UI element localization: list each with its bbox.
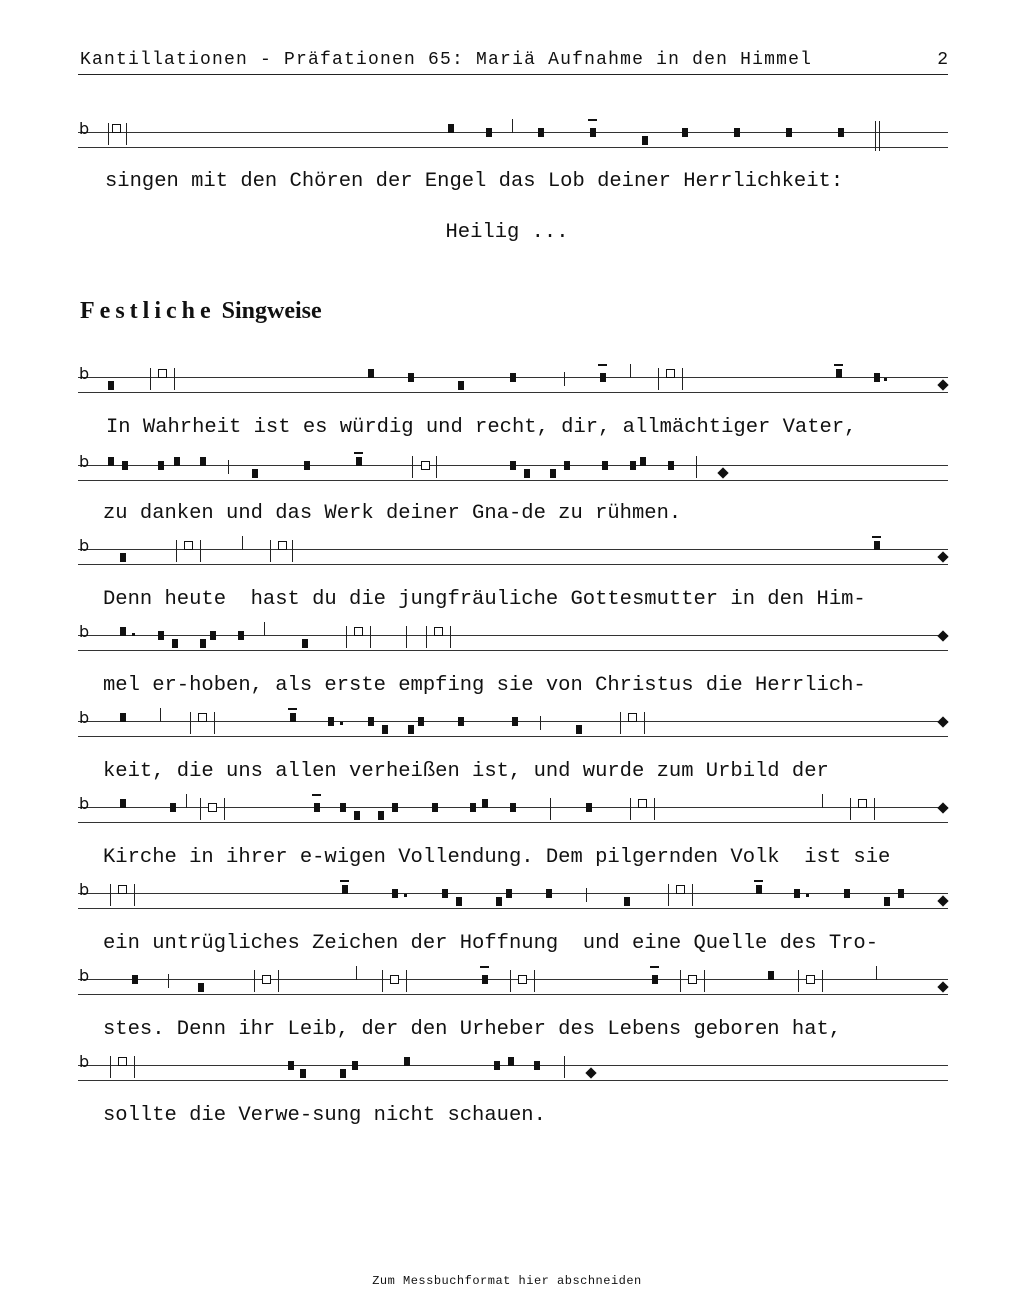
note xyxy=(586,803,592,812)
reciting-note xyxy=(688,975,697,984)
clef-glyph: b xyxy=(79,1052,90,1071)
tick-mark xyxy=(822,794,823,808)
bar-line xyxy=(346,626,347,648)
final-note xyxy=(937,630,948,641)
cut-guide-note: Zum Messbuchformat hier abschneiden xyxy=(372,1274,642,1288)
page-title: Kantillationen - Präfationen 65: Mariä Aufnahme in den Himmel xyxy=(80,50,813,70)
bar-line xyxy=(292,540,293,562)
dot-mark xyxy=(132,633,135,636)
note xyxy=(404,1057,410,1066)
staff-line xyxy=(78,736,948,737)
note xyxy=(496,897,502,906)
reciting-note xyxy=(158,369,167,378)
staff-line xyxy=(78,392,948,393)
tick-mark xyxy=(630,364,631,378)
note xyxy=(624,897,630,906)
bar-line xyxy=(426,626,427,648)
bar-line xyxy=(654,798,655,820)
note xyxy=(432,803,438,812)
bar-line xyxy=(150,368,151,390)
tick-mark xyxy=(160,708,161,722)
clef-glyph: b xyxy=(79,452,90,471)
lyric-line: sollte die Verwe-sung nicht schauen. xyxy=(103,1104,546,1127)
note xyxy=(210,631,216,640)
staff-line xyxy=(78,1080,948,1081)
bar-line xyxy=(110,884,111,906)
bar-line xyxy=(822,970,823,992)
bar-line xyxy=(382,970,383,992)
note xyxy=(456,897,462,906)
tick-mark xyxy=(586,888,587,902)
bar-line xyxy=(200,540,201,562)
note xyxy=(158,631,164,640)
tick-mark xyxy=(228,460,229,474)
reciting-note xyxy=(858,799,867,808)
note xyxy=(642,136,648,145)
reciting-note xyxy=(434,627,443,636)
note xyxy=(838,128,844,137)
staff-line xyxy=(78,908,948,909)
episema xyxy=(480,966,489,968)
bar-line xyxy=(630,798,631,820)
bar-line xyxy=(176,540,177,562)
note xyxy=(342,885,348,894)
note xyxy=(354,811,360,820)
note xyxy=(546,889,552,898)
tick-mark xyxy=(168,974,169,988)
note xyxy=(510,373,516,382)
note xyxy=(844,889,850,898)
bar-line xyxy=(658,368,659,390)
note xyxy=(600,373,606,382)
note xyxy=(482,799,488,808)
sanctus-cue: Heilig ... xyxy=(445,221,569,244)
episema xyxy=(872,536,881,538)
clef-glyph: b xyxy=(79,880,90,899)
bar-line xyxy=(406,626,407,648)
staff-line xyxy=(78,650,948,651)
bar-line xyxy=(850,798,851,820)
episema xyxy=(834,364,843,366)
note xyxy=(290,713,296,722)
dot-mark xyxy=(340,722,343,725)
reciting-note xyxy=(676,885,685,894)
note xyxy=(640,457,646,466)
note xyxy=(158,461,164,470)
note xyxy=(120,553,126,562)
bar-line xyxy=(620,712,621,734)
note xyxy=(368,369,374,378)
final-note xyxy=(937,981,948,992)
lyric-line: Denn heute hast du die jungfräuliche Gottesmutter in den Him- xyxy=(103,588,866,611)
note xyxy=(448,124,454,133)
bar-line xyxy=(644,712,645,734)
note xyxy=(304,461,310,470)
note xyxy=(538,128,544,137)
note xyxy=(170,803,176,812)
clef-glyph: b xyxy=(79,794,90,813)
reciting-note xyxy=(198,713,207,722)
episema xyxy=(754,880,763,882)
note xyxy=(198,983,204,992)
final-note xyxy=(937,802,948,813)
bar-line xyxy=(550,798,551,820)
bar-line xyxy=(370,626,371,648)
staff-line xyxy=(78,635,948,636)
note xyxy=(340,803,346,812)
bar-line xyxy=(510,970,511,992)
bar-line xyxy=(110,1056,111,1078)
note xyxy=(172,639,178,648)
dot-mark xyxy=(806,894,809,897)
tick-mark xyxy=(564,372,565,386)
note xyxy=(682,128,688,137)
note xyxy=(238,631,244,640)
note xyxy=(564,461,570,470)
note xyxy=(884,897,890,906)
bar-line xyxy=(278,970,279,992)
staff-line xyxy=(78,822,948,823)
note xyxy=(550,469,556,478)
bar-line xyxy=(108,123,109,145)
note xyxy=(510,803,516,812)
lyric-line: ein untrügliches Zeichen der Hoffnung und eine Quelle des Tro- xyxy=(103,932,879,955)
staff-line xyxy=(78,994,948,995)
clef-glyph: b xyxy=(79,119,90,138)
note xyxy=(382,725,388,734)
clef-glyph: b xyxy=(79,966,90,985)
note xyxy=(108,381,114,390)
double-bar xyxy=(875,121,880,151)
bar-line xyxy=(270,540,271,562)
bar-line xyxy=(798,970,799,992)
staff-line xyxy=(78,549,948,550)
reciting-note xyxy=(118,1057,127,1066)
note xyxy=(408,725,414,734)
note xyxy=(120,713,126,722)
bar-line xyxy=(450,626,451,648)
reciting-note xyxy=(666,369,675,378)
note xyxy=(418,717,424,726)
final-note xyxy=(717,467,728,478)
note xyxy=(132,975,138,984)
bar-line xyxy=(682,368,683,390)
reciting-note xyxy=(518,975,527,984)
reciting-note xyxy=(112,124,121,133)
tick-mark xyxy=(356,966,357,980)
note xyxy=(392,803,398,812)
bar-line xyxy=(134,884,135,906)
bar-line xyxy=(214,712,215,734)
lyric-line: singen mit den Chören der Engel das Lob deiner Herrlichkeit: xyxy=(105,170,844,193)
tick-mark xyxy=(264,622,265,636)
note xyxy=(200,457,206,466)
staff xyxy=(78,1052,948,1088)
reciting-note xyxy=(806,975,815,984)
note xyxy=(486,128,492,137)
staff-line xyxy=(78,979,948,980)
note xyxy=(442,889,448,898)
clef-glyph: b xyxy=(79,708,90,727)
lyric-line: keit, die uns allen verheißen ist, und wurde zum Urbild der xyxy=(103,760,829,783)
note xyxy=(512,717,518,726)
note xyxy=(734,128,740,137)
note xyxy=(836,369,842,378)
note xyxy=(120,627,126,636)
bar-line xyxy=(134,1056,135,1078)
reciting-note xyxy=(278,541,287,550)
note xyxy=(314,803,320,812)
bar-line xyxy=(406,970,407,992)
note xyxy=(328,717,334,726)
bar-line xyxy=(704,970,705,992)
lyric-line: mel er-hoben, als erste empfing sie von Christus die Herrlich- xyxy=(103,674,866,697)
lyric-line: In Wahrheit ist es würdig und recht, dir, allmächtiger Vater, xyxy=(106,416,857,439)
note xyxy=(458,381,464,390)
staff xyxy=(78,708,948,744)
bar-line xyxy=(126,123,127,145)
lyric-line: stes. Denn ihr Leib, der den Urheber des Lebens geboren hat, xyxy=(103,1018,842,1041)
tick-mark xyxy=(186,794,187,808)
staff xyxy=(78,364,948,400)
lyric-line: zu danken und das Werk deiner Gna-de zu rühmen. xyxy=(103,502,682,525)
note xyxy=(352,1061,358,1070)
staff-line xyxy=(78,147,948,148)
dot-mark xyxy=(884,378,887,381)
note xyxy=(120,799,126,808)
bar-line xyxy=(200,798,201,820)
bar-line xyxy=(534,970,535,992)
note xyxy=(602,461,608,470)
clef-glyph: b xyxy=(79,622,90,641)
bar-line xyxy=(692,884,693,906)
episema xyxy=(340,880,349,882)
tick-mark xyxy=(242,536,243,550)
tick-mark xyxy=(512,119,513,133)
episema xyxy=(650,966,659,968)
clef-glyph: b xyxy=(79,536,90,555)
note xyxy=(470,803,476,812)
staff xyxy=(78,119,948,155)
staff xyxy=(78,536,948,572)
note xyxy=(174,457,180,466)
page-header xyxy=(78,48,948,75)
note xyxy=(794,889,800,898)
bar-line xyxy=(412,456,413,478)
note xyxy=(288,1061,294,1070)
staff-line xyxy=(78,564,948,565)
note xyxy=(122,461,128,470)
staff xyxy=(78,966,948,1002)
bar-line xyxy=(224,798,225,820)
section-title-rest: Singweise xyxy=(221,298,322,324)
tick-mark xyxy=(540,716,541,730)
note xyxy=(340,1069,346,1078)
note xyxy=(408,373,414,382)
reciting-note xyxy=(184,541,193,550)
reciting-note xyxy=(262,975,271,984)
note xyxy=(378,811,384,820)
final-note xyxy=(937,551,948,562)
tick-mark xyxy=(876,966,877,980)
final-note xyxy=(937,379,948,390)
staff xyxy=(78,622,948,658)
reciting-note xyxy=(208,803,217,812)
note xyxy=(458,717,464,726)
note xyxy=(510,461,516,470)
note xyxy=(368,717,374,726)
note xyxy=(302,639,308,648)
episema xyxy=(312,794,321,796)
note xyxy=(630,461,636,470)
final-note xyxy=(585,1067,596,1078)
note xyxy=(786,128,792,137)
note xyxy=(108,457,114,466)
staff xyxy=(78,880,948,916)
note xyxy=(534,1061,540,1070)
note xyxy=(392,889,398,898)
bar-line xyxy=(174,368,175,390)
episema xyxy=(354,452,363,454)
note xyxy=(252,469,258,478)
note xyxy=(768,971,774,980)
note xyxy=(668,461,674,470)
note xyxy=(576,725,582,734)
note xyxy=(874,541,880,550)
reciting-note xyxy=(638,799,647,808)
bar-line xyxy=(680,970,681,992)
note xyxy=(356,457,362,466)
bar-line xyxy=(696,456,697,478)
note xyxy=(200,639,206,648)
lyric-line: Kirche in ihrer e-wigen Vollendung. Dem pilgernden Volk ist sie xyxy=(103,846,891,869)
episema xyxy=(288,708,297,710)
note xyxy=(508,1057,514,1066)
note xyxy=(524,469,530,478)
note xyxy=(898,889,904,898)
reciting-note xyxy=(118,885,127,894)
note xyxy=(590,128,596,137)
reciting-note xyxy=(354,627,363,636)
section-title xyxy=(80,298,322,325)
reciting-note xyxy=(390,975,399,984)
bar-line xyxy=(190,712,191,734)
staff-line xyxy=(78,480,948,481)
note xyxy=(300,1069,306,1078)
episema xyxy=(598,364,607,366)
bar-line xyxy=(874,798,875,820)
note xyxy=(482,975,488,984)
final-note xyxy=(937,716,948,727)
final-note xyxy=(937,895,948,906)
bar-line xyxy=(254,970,255,992)
clef-glyph: b xyxy=(79,364,90,383)
reciting-note xyxy=(421,461,430,470)
staff xyxy=(78,794,948,830)
section-title-spaced: Festliche xyxy=(80,298,216,324)
dot-mark xyxy=(404,894,407,897)
bar-line xyxy=(436,456,437,478)
reciting-note xyxy=(628,713,637,722)
staff xyxy=(78,452,948,488)
episema xyxy=(588,119,597,121)
note xyxy=(756,885,762,894)
note xyxy=(506,889,512,898)
note xyxy=(652,975,658,984)
note xyxy=(494,1061,500,1070)
bar-line xyxy=(564,1056,565,1078)
staff-line xyxy=(78,893,948,894)
page-number: 2 xyxy=(937,50,948,70)
bar-line xyxy=(668,884,669,906)
note xyxy=(874,373,880,382)
